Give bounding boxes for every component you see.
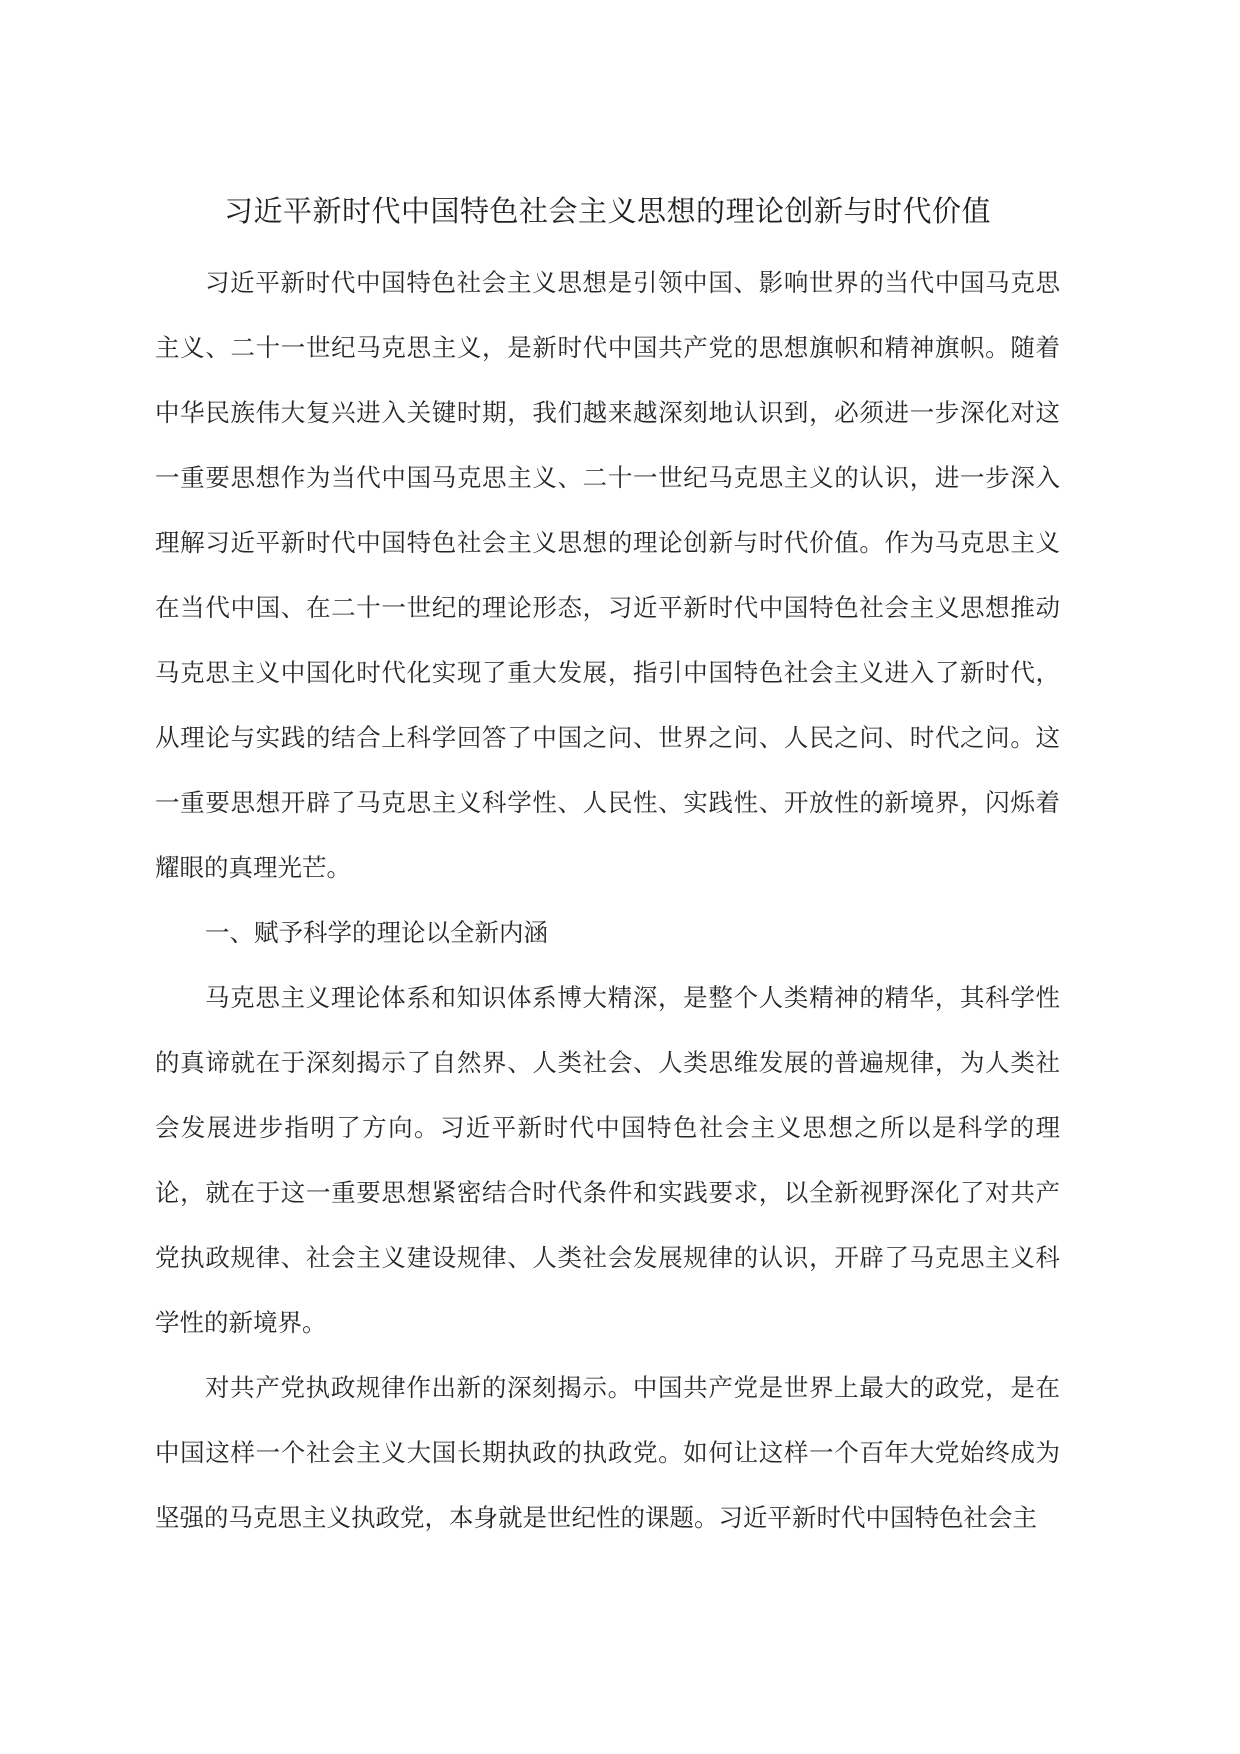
document-body <box>155 190 1060 1550</box>
document-title: 习近平新时代中国特色社会主义思想的理论创新与时代价值 <box>223 194 991 228</box>
section-heading: 一、赋予科学的理论以全新内涵 <box>205 918 548 947</box>
intro-paragraph: 习近平新时代中国特色社会主义思想是引领中国、影响世界的当代中国马克思主义、二十一世纪马克思主义，是新时代中国共产党的思想旗帜和精神旗帜。随着中华民族伟大复兴进入关键时期，我们越来越深刻地认识到，必须进一步深化对这一重要思想作为当代中国马克思主义、二十一世纪马克思主义的认识，进一步深入理解习近平新时代中国特色社会主义思想的理论创新与时代价值。作为马克思主义在当代中国、在二十一世纪的理论形态，习近平新时代中国特色社会主义思想推动马克思主义中国化时代化实现了重大发展，指引中国特色社会主义进入了新时代，从理论与实践的结合上科学回答了中国之问、世界之问、人民之问、时代之问。这一重要思想开辟了马克思主义科学性、人民性、实践性、开放性的新境界，闪烁着耀眼的真理光芒。 <box>155 268 1060 882</box>
section-paragraph-2: 对共产党执政规律作出新的深刻揭示。中国共产党是世界上最大的政党，是在中国这样一个社会主义大国长期执政的执政党。如何让这样一个百年大党始终成为坚强的马克思主义执政党，本身就是世纪性的课题。习近平新时代中国特色社会主 <box>155 1373 1060 1532</box>
section-paragraph-1: 马克思主义理论体系和知识体系博大精深，是整个人类精神的精华，其科学性的真谛就在于深刻揭示了自然界、人类社会、人类思维发展的普遍规律，为人类社会发展进步指明了方向。习近平新时代中国特色社会主义思想之所以是科学的理论，就在于这一重要思想紧密结合时代条件和实践要求，以全新视野深化了对共产党执政规律、社会主义建设规律、人类社会发展规律的认识，开辟了马克思主义科学性的新境界。 <box>155 983 1060 1337</box>
